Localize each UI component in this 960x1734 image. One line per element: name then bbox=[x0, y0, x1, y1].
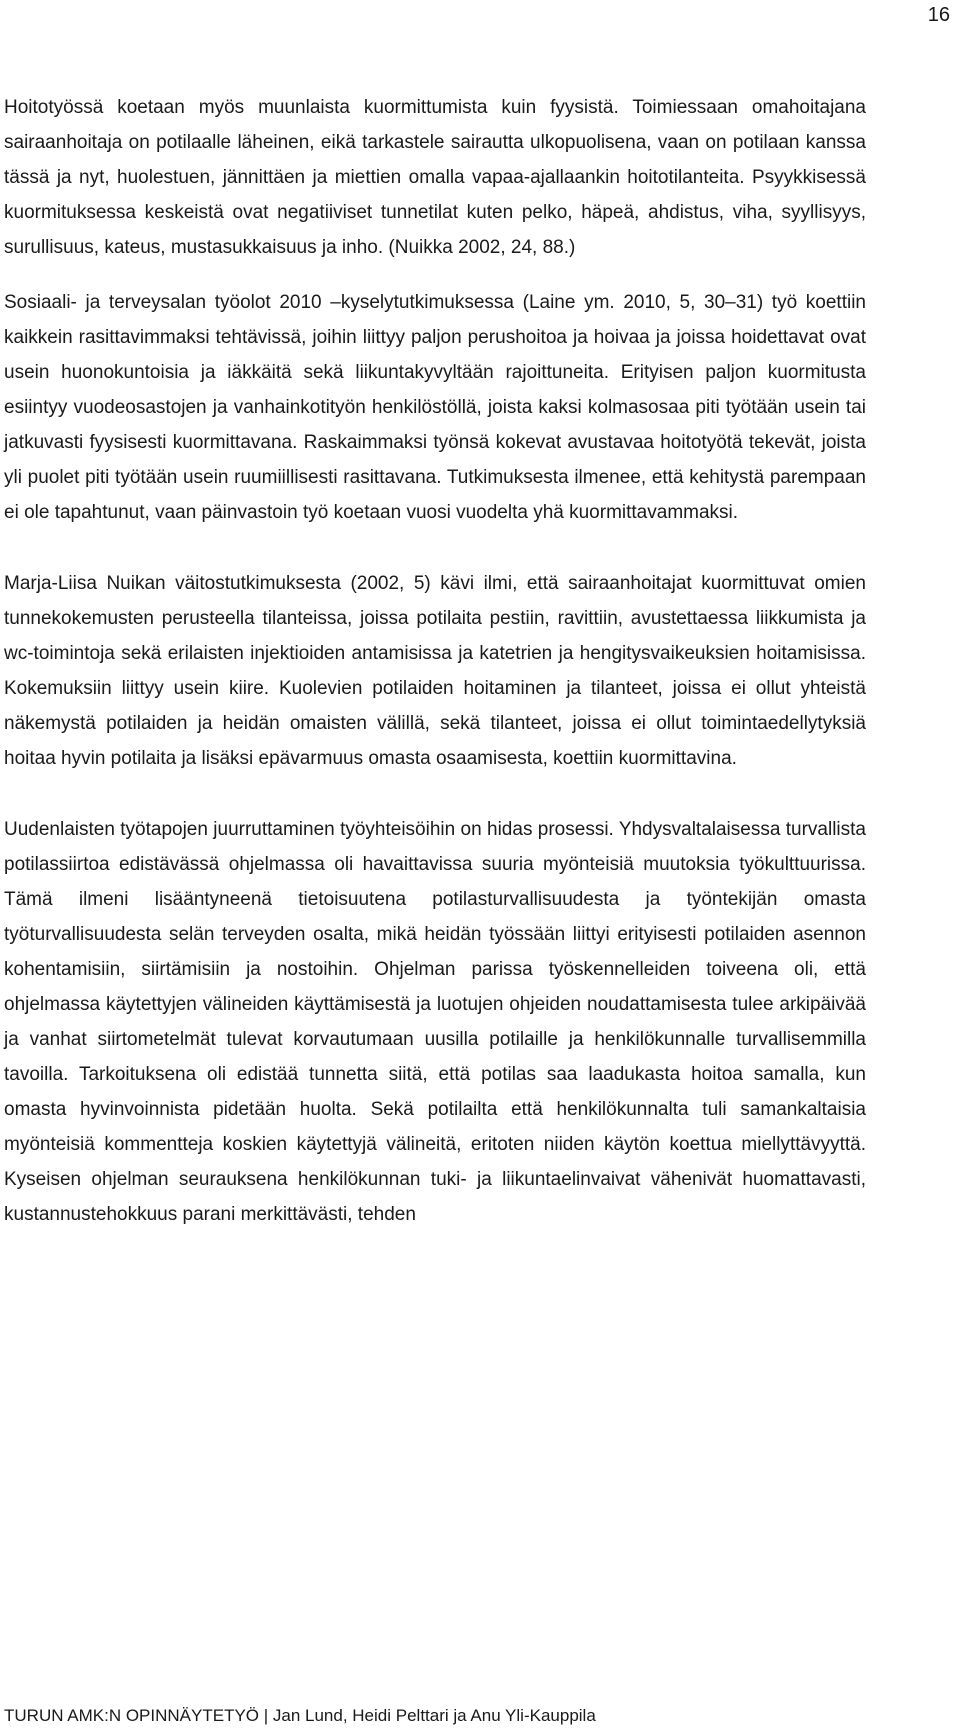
paragraph-1: Hoitotyössä koetaan myös muunlaista kuormittumista kuin fyysistä. Toimiessaan omahoitajana sairaanhoitaja on potilaalle läheinen, eikä tarkastele sairautta ulkopuolisena, vaan on potilaan kanssa tässä ja nyt, huolestuen, jännittäen ja miettien omalla vapaa-ajallaankin hoitotilanteita. Psyykkisessä kuormituksessa keskeistä ovat negatiiviset tunnetilat kuten pelko, häpeä, ahdistus, viha, syyllisyys, surullisuus, kateus, mustasukkaisuus ja inho. (Nuikka 2002, 24, 88.) bbox=[4, 97, 866, 258]
paragraph-4: Uudenlaisten työtapojen juurruttaminen työyhteisöihin on hidas prosessi. Yhdysvaltalaisessa turvallista potilassiirtoa edistävässä ohjelmassa oli havaittavissa suuria myönteisiä muutoksia työkulttuurissa. Tämä ilmeni lisääntyneenä tietoisuutena potilasturvallisuudesta ja työntekijän omasta työturvallisuudesta selän terveyden osalta, mikä heidän työssään liittyi erityisesti potilaiden asennon kohentamisiin, siirtämisiin ja nostoihin. Ohjelman parissa työskennelleiden toiveena oli, että ohjelmassa käytettyjen välineiden käyttämisestä ja luotujen ohjeiden noudattamisesta tulee arkipäivää ja vanhat siirtometelmät tulevat korvautumaan uusilla potilaille ja henkilökunnalle turvallisemmilla tavoilla. Tarkoituksena oli edistää tunnetta siitä, että potilas saa laadukasta hoitoa samalla, kun omasta hyvinvoinnista pidetään huolta. Sekä potilailta että henkilökunnalta tuli samankaltaisia myönteisiä kommentteja koskien käytettyjä välineitä, eritoten niiden käytön koettua miellyttävyyttä. Kyseisen ohjelman seurauksena henkilökunnan tuki- ja liikuntaelinvaivat vähenivät huomattavasti, kustannustehokkuus parani merkittävästi, tehden bbox=[4, 819, 866, 1225]
document-body bbox=[4, 90, 866, 1232]
paragraph-2: Sosiaali- ja terveysalan työolot 2010 –kyselytutkimuksessa (Laine ym. 2010, 5, 30–31) työ koettiin kaikkein rasittavimmaksi tehtävissä, joihin liittyy paljon perushoitoa ja hoivaa ja joissa hoidettavat ovat usein huonokuntoisia ja iäkkäitä sekä liikuntakyvyltään rajoittuneita. Erityisen paljon kuormitusta esiintyy vuodeosastojen ja vanhainkotityön henkilöstöllä, joista kaksi kolmasosaa piti työtään usein tai jatkuvasti fyysisesti kuormittavana. Raskaimmaksi työnsä kokevat avustavaa hoitotyötä tekevät, joista yli puolet piti työtään usein ruumiillisesti rasittavana. Tutkimuksesta ilmenee, että kehitystä parempaan ei ole tapahtunut, vaan päinvastoin työ koetaan vuosi vuodelta yhä kuormittavammaksi. bbox=[4, 292, 866, 523]
page-number: 16 bbox=[927, 4, 950, 26]
page-footer: TURUN AMK:N OPINNÄYTETYÖ | Jan Lund, Heidi Pelttari ja Anu Yli-Kauppila bbox=[4, 1706, 596, 1725]
paragraph-3: Marja-Liisa Nuikan väitostutkimuksesta (2002, 5) kävi ilmi, että sairaanhoitajat kuormittuvat omien tunnekokemusten perusteella tilanteissa, joissa potilaita pestiin, ravittiin, avustettaessa liikkumista ja wc-toimintoja sekä erilaisten injektioiden antamisissa ja katetrien ja hengitysvaikeuksien hoitamisissa. Kokemuksiin liittyy usein kiire. Kuolevien potilaiden hoitaminen ja tilanteet, joissa ei ollut yhteistä näkemystä potilaiden ja heidän omaisten välillä, sekä tilanteet, joissa ei ollut toimintaedellytyksiä hoitaa hyvin potilaita ja lisäksi epävarmuus omasta osaamisesta, koettiin kuormittavina. bbox=[4, 573, 866, 769]
